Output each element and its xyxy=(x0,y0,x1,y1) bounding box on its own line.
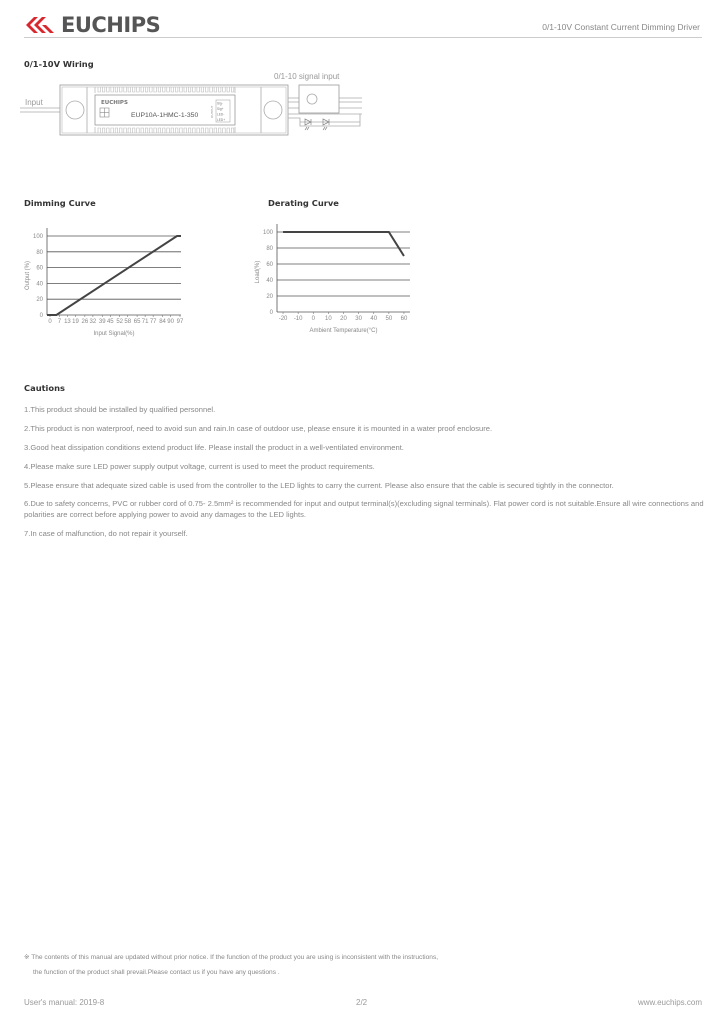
y-tick-label: 20 xyxy=(36,297,43,304)
dimmer-box xyxy=(299,85,339,113)
series-line xyxy=(283,232,404,256)
derating-curve-title: Derating Curve xyxy=(268,198,339,208)
y-tick-label: 60 xyxy=(36,265,43,272)
led-icon xyxy=(305,119,311,130)
x-tick-label: 71 xyxy=(141,319,149,325)
y-tick-label: 80 xyxy=(266,246,273,252)
x-tick-label: 13 xyxy=(64,319,71,325)
x-tick-label: 10 xyxy=(325,316,332,322)
x-tick-label: 40 xyxy=(370,316,378,322)
x-tick-label: 7 xyxy=(57,319,62,325)
footnote-line: the function of the product shall prevail.Please contact us if you have any questions . xyxy=(33,969,280,976)
signal-input-label: 0/1-10 signal input xyxy=(274,72,340,81)
y-tick-label: 100 xyxy=(32,234,43,240)
input-label: Input xyxy=(25,98,43,107)
y-tick-label: 40 xyxy=(36,281,43,288)
terminal-label: LED+ xyxy=(217,118,226,122)
x-tick-label: 0 xyxy=(48,319,52,325)
device-model: EUP10A-1HMC-1-350 xyxy=(131,112,199,119)
caution-item: 4.Please make sure LED power supply output voltage, current is used to meet the product requirements. xyxy=(24,462,375,471)
device-brand: EUCHIPS xyxy=(101,100,128,106)
dimming-curve-title: Dimming Curve xyxy=(24,198,96,208)
x-tick-label: 26 xyxy=(81,319,89,325)
x-tick-label: 45 xyxy=(106,319,114,325)
output-side-label: OUTPUT xyxy=(210,105,214,118)
wiring-section-title: 0/1-10V Wiring xyxy=(24,59,94,69)
manual-date: User's manual: 2019-8 xyxy=(24,998,105,1007)
cautions-title: Cautions xyxy=(24,383,65,393)
footnote xyxy=(24,950,438,980)
x-tick-label: 39 xyxy=(98,319,106,325)
y-tick-label: 0 xyxy=(39,313,43,319)
x-tick-label: 77 xyxy=(149,319,157,325)
terminal-label: LED- xyxy=(217,112,225,117)
y-tick-label: 40 xyxy=(266,278,273,284)
x-tick-label: 50 xyxy=(385,316,393,322)
brand-name: EUCHIPS xyxy=(61,13,161,37)
y-tick-label: 0 xyxy=(269,310,273,316)
x-tick-label: 19 xyxy=(72,319,79,325)
terminal-label: Sig- xyxy=(217,101,223,106)
caution-item: 3.Good heat dissipation conditions extend product life. Please install the product in a well-ventilated environment. xyxy=(24,443,404,452)
x-tick-label: 0 xyxy=(311,316,315,322)
x-tick-label: -20 xyxy=(278,316,288,322)
page-number: 2/2 xyxy=(356,998,368,1007)
brand-logo xyxy=(24,14,160,36)
y-axis-label: Load(%) xyxy=(255,260,261,284)
caution-item: 1.This product should be installed by qualified personnel. xyxy=(24,405,216,414)
caution-item: 7.In case of malfunction, do not repair it yourself. xyxy=(24,529,188,538)
driver-body xyxy=(60,85,288,135)
x-tick-label: -10 xyxy=(293,316,303,322)
x-tick-label: 58 xyxy=(124,319,132,325)
y-tick-label: 60 xyxy=(266,262,273,268)
x-tick-label: 32 xyxy=(89,319,97,325)
dimming-curve-chart xyxy=(0,222,200,342)
y-axis-label: Output (%) xyxy=(25,260,31,291)
terminal-label: Sig+ xyxy=(217,107,224,111)
y-tick-label: 100 xyxy=(262,230,273,236)
series-line xyxy=(47,236,181,315)
x-tick-label: 30 xyxy=(355,316,362,322)
header-divider xyxy=(24,37,702,38)
x-tick-label: 52 xyxy=(116,319,124,325)
x-tick-label: 65 xyxy=(133,319,141,325)
x-tick-label: 84 xyxy=(159,319,166,325)
caution-item: 5.Please ensure that adequate sized cable is used from the controller to the LED lights to carry the current. Please also ensure that the cable is secured tightly in the connector. xyxy=(24,481,614,490)
caution-item: 2.This product is non waterproof, need to avoid sun and rain.In case of outdoor use, please ensure it is mounted in a water proof enclosure. xyxy=(24,424,493,433)
x-tick-label: 20 xyxy=(340,316,347,322)
x-axis-label: Ambient Temperature(°C) xyxy=(309,328,378,334)
x-axis-label: Input Signal(%) xyxy=(93,331,135,337)
footnote-line: ※ The contents of this manual are updated without prior notice. If the function of the product you are using is inconsistent with the instructions, xyxy=(24,954,439,961)
x-tick-label: 60 xyxy=(400,316,408,322)
website-link[interactable]: www.euchips.com xyxy=(637,998,702,1007)
x-tick-label: 97 xyxy=(176,319,184,325)
document-title: 0/1-10V Constant Current Dimming Driver xyxy=(542,22,700,32)
x-tick-label: 90 xyxy=(167,319,174,325)
euchips-logo-icon xyxy=(24,15,58,35)
y-tick-label: 80 xyxy=(36,249,43,256)
y-tick-label: 20 xyxy=(266,294,273,300)
led-icon xyxy=(323,119,329,130)
derating-curve-chart xyxy=(240,218,420,340)
wiring-diagram xyxy=(20,68,370,140)
caution-item: 6.Due to safety concerns, PVC or rubber cord of 0.75- 2.5mm² is recommended for input and output terminal(s)(excluding signal terminals). Flat power cord is not suitable.Ensure all wire connections and polarities are correct before applying power to avoid any damages to the LED lights. xyxy=(24,499,704,519)
